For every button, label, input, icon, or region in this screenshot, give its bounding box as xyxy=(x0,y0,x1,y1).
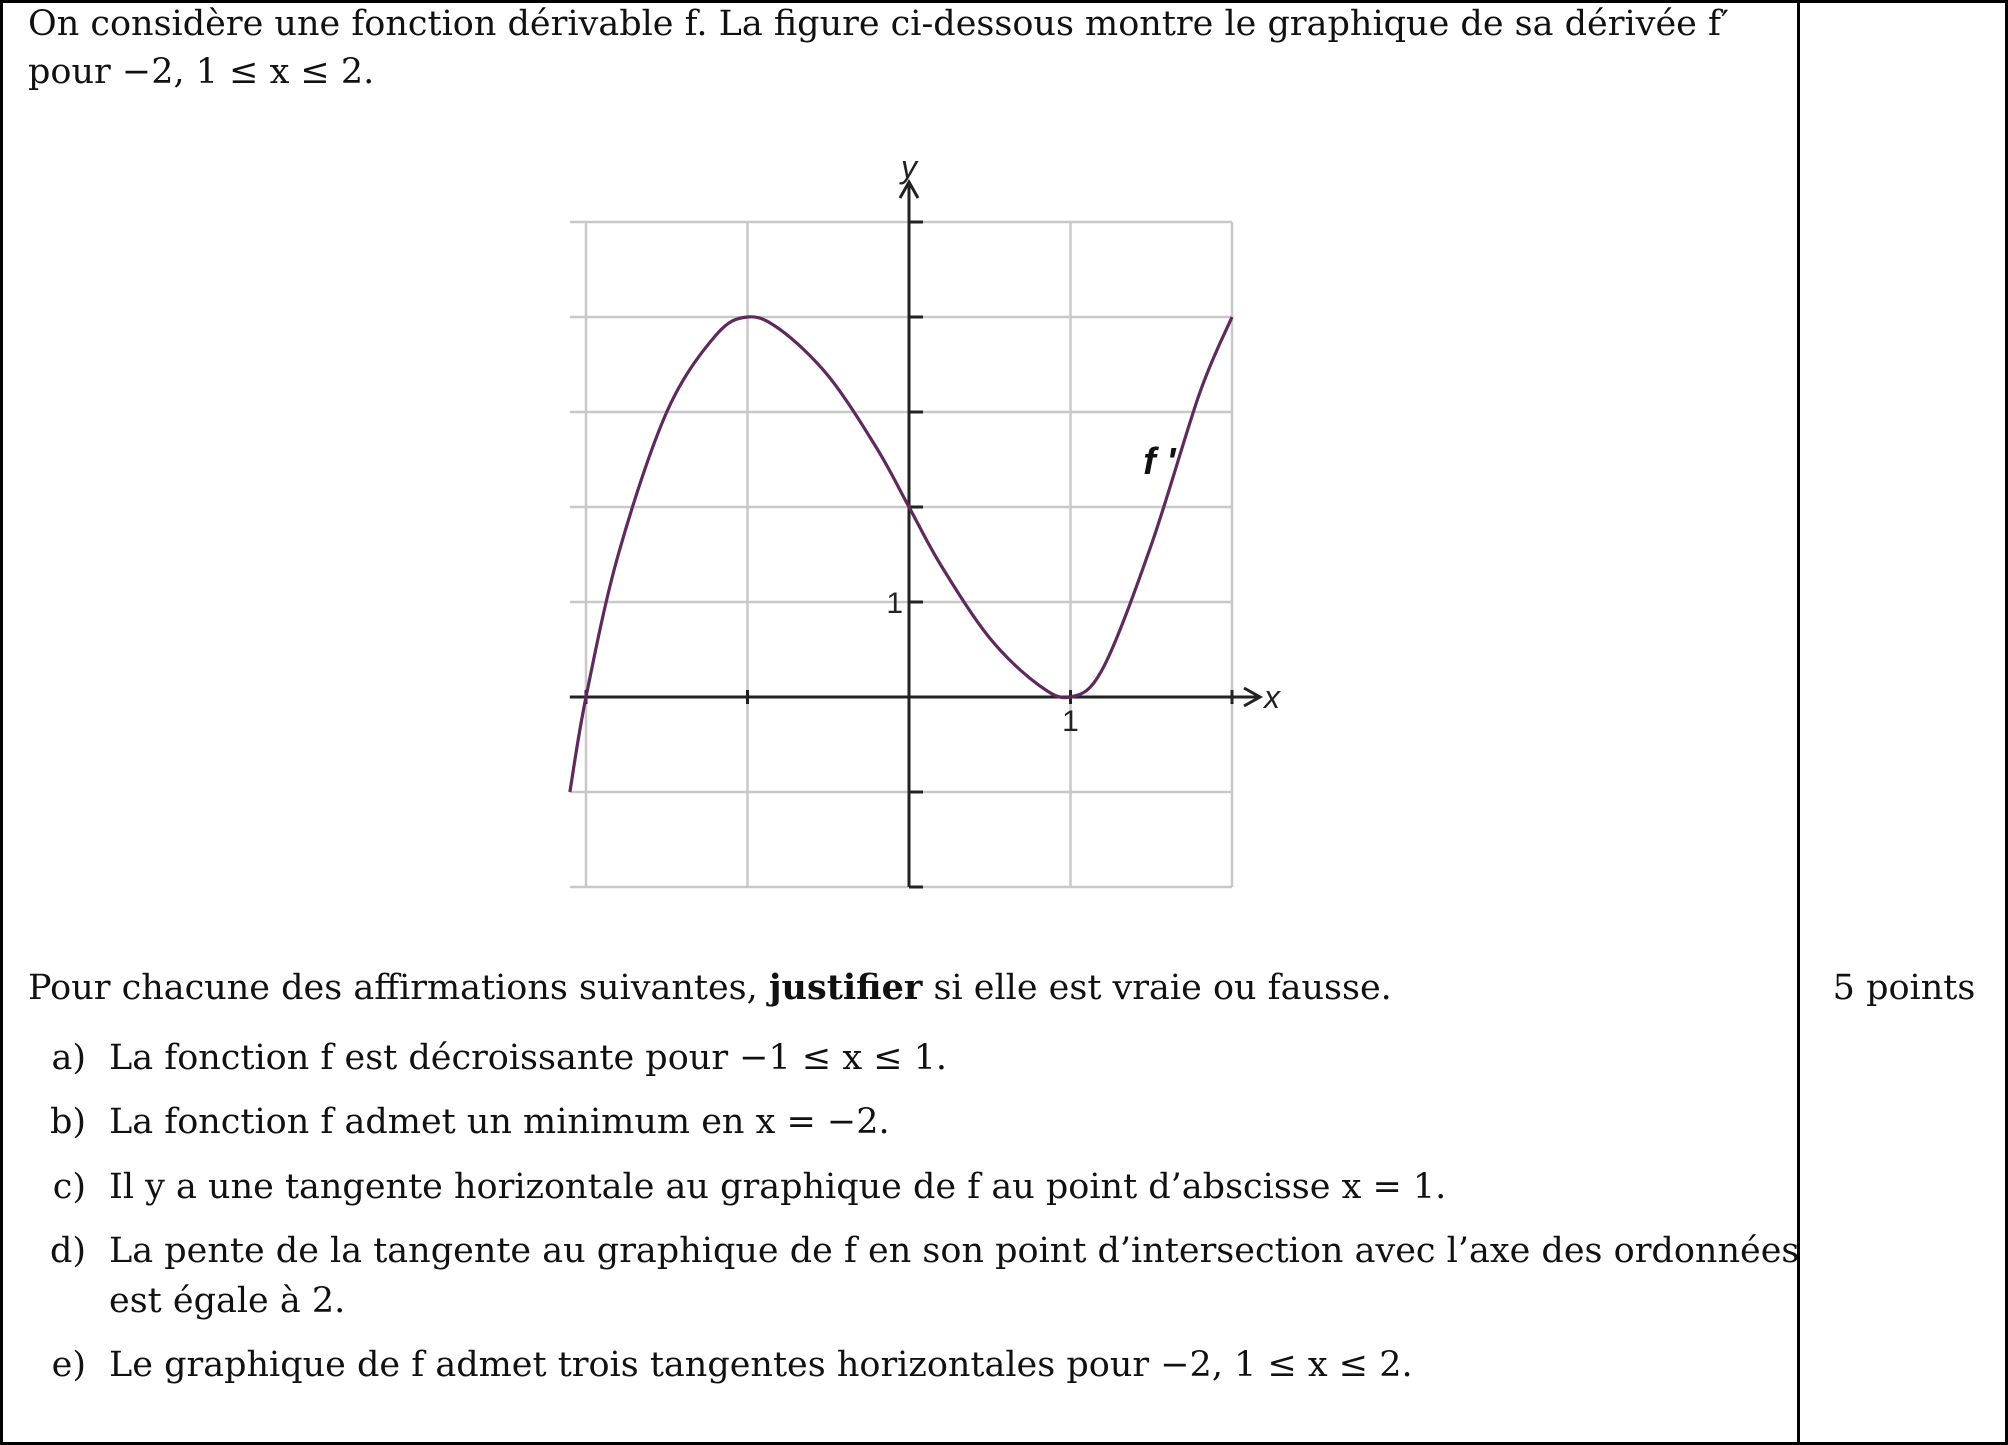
item-b-label: b) xyxy=(49,1102,86,1142)
instruction-start: Pour chacune des affirmations suivantes, xyxy=(28,968,769,1008)
points-label: 5 points xyxy=(1832,968,1976,1008)
item-b-text: La fonction f admet un minimum en x = −2. xyxy=(109,1102,890,1142)
instruction-end: si elle est vraie ou fausse. xyxy=(922,968,1392,1008)
item-d-text-line-1: La pente de la tangente au graphique de f en son point d’intersection avec l’axe des ordonnées xyxy=(109,1231,1800,1271)
item-c-label: c) xyxy=(52,1167,86,1207)
item-d-label: d) xyxy=(49,1231,86,1271)
series-line-f-prime xyxy=(570,317,1232,792)
y-tick-label: 1 xyxy=(886,587,903,620)
item-a-label: a) xyxy=(51,1038,86,1078)
item-a-text: La fonction f est décroissante pour −1 ≤ x ≤ 1. xyxy=(109,1038,948,1078)
instruction-emphasis: justifier xyxy=(768,967,923,1008)
intro-line-2: pour −2, 1 ≤ x ≤ 2. xyxy=(28,52,375,92)
item-d-text-line-2: est égale à 2. xyxy=(109,1281,346,1321)
item-c-text: Il y a une tangente horizontale au graphique de f au point d’abscisse x = 1. xyxy=(109,1167,1447,1207)
item-e-text: Le graphique de f admet trois tangentes horizontales pour −2, 1 ≤ x ≤ 2. xyxy=(109,1345,1413,1385)
intro-line-1: On considère une fonction dérivable f. La figure ci-dessous montre le graphique de sa dérivée f′ xyxy=(28,4,1729,44)
derivative-chart xyxy=(540,140,1340,900)
curve-label: f ' xyxy=(1143,440,1176,483)
chart-grid xyxy=(570,222,1232,887)
x-tick-label: 1 xyxy=(1062,705,1079,738)
chart-series xyxy=(570,317,1232,792)
instruction-text xyxy=(28,966,1392,1010)
item-e-label: e) xyxy=(51,1345,86,1385)
x-axis-label: x xyxy=(1264,679,1280,715)
y-axis-label: y xyxy=(901,149,917,185)
